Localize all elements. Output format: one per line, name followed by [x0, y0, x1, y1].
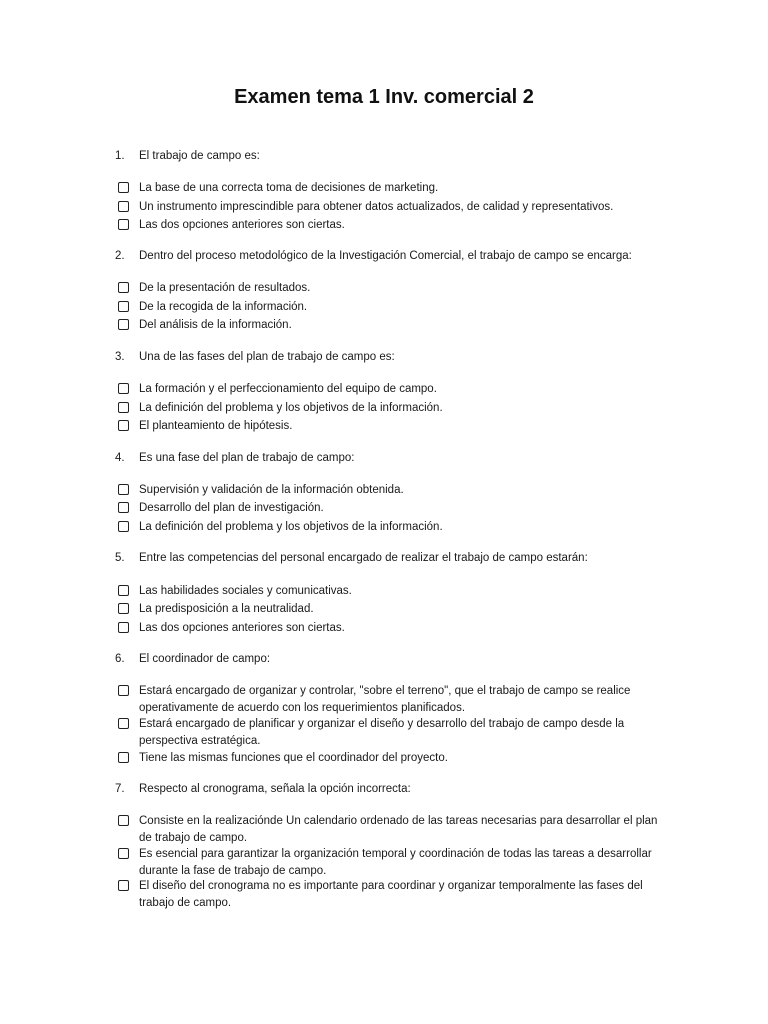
question-number: 6.	[115, 653, 125, 665]
option-text: Estará encargado de organizar y controlar, "sobre el terreno", que el trabajo de campo se realice operativamente de acuerdo con los requerimientos planificados.	[139, 685, 631, 714]
checkbox[interactable]	[118, 420, 129, 431]
question-text: Entre las competencias del personal encargado de realizar el trabajo de campo estarán:	[139, 552, 588, 564]
question-heading	[0, 148, 768, 164]
option-text: El planteamiento de hipótesis.	[139, 420, 293, 432]
checkbox[interactable]	[118, 521, 129, 532]
option-text: Del análisis de la información.	[139, 319, 292, 331]
option-text: La definición del problema y los objetivos de la información.	[139, 521, 443, 533]
checkbox[interactable]	[118, 815, 129, 826]
checkbox[interactable]	[118, 585, 129, 596]
question-heading	[0, 550, 768, 566]
question-heading	[0, 781, 768, 797]
checkbox[interactable]	[118, 622, 129, 633]
question-text: El trabajo de campo es:	[139, 150, 260, 162]
checkbox[interactable]	[118, 319, 129, 330]
question-number: 5.	[115, 552, 125, 564]
option-text: La definición del problema y los objetivos de la información.	[139, 402, 443, 414]
question-heading	[0, 651, 768, 667]
option-text: El diseño del cronograma no es importante para coordinar y organizar temporalmente las fases del trabajo de campo.	[139, 880, 643, 909]
question-heading	[0, 349, 768, 365]
option-text: La predisposición a la neutralidad.	[139, 603, 314, 615]
document-title: Examen tema 1 Inv. comercial 2	[234, 86, 534, 108]
option-text: Las habilidades sociales y comunicativas.	[139, 585, 352, 597]
question-number: 2.	[115, 250, 125, 262]
checkbox[interactable]	[118, 502, 129, 513]
option-text: Desarrollo del plan de investigación.	[139, 502, 324, 514]
checkbox[interactable]	[118, 718, 129, 729]
checkbox[interactable]	[118, 880, 129, 891]
checkbox[interactable]	[118, 201, 129, 212]
question-text: Dentro del proceso metodológico de la Investigación Comercial, el trabajo de campo se encarga:	[139, 250, 632, 262]
checkbox[interactable]	[118, 402, 129, 413]
checkbox[interactable]	[118, 182, 129, 193]
question-text: Una de las fases del plan de trabajo de campo es:	[139, 351, 395, 363]
checkbox[interactable]	[118, 282, 129, 293]
question-number: 3.	[115, 351, 125, 363]
checkbox[interactable]	[118, 383, 129, 394]
option-text: Es esencial para garantizar la organización temporal y coordinación de todas las tareas a desarrollar durante la fase de trabajo de campo.	[139, 848, 652, 877]
checkbox[interactable]	[118, 484, 129, 495]
option-text: La base de una correcta toma de decisiones de marketing.	[139, 182, 439, 194]
question-text: Respecto al cronograma, señala la opción incorrecta:	[139, 783, 411, 795]
question-text: Es una fase del plan de trabajo de campo:	[139, 452, 355, 464]
option-text: Las dos opciones anteriores son ciertas.	[139, 219, 345, 231]
question-heading	[0, 248, 768, 264]
question-number: 4.	[115, 452, 125, 464]
checkbox[interactable]	[118, 848, 129, 859]
question-heading	[0, 450, 768, 466]
option-text: Estará encargado de planificar y organizar el diseño y desarrollo del trabajo de campo desde la perspectiva estratégica.	[139, 718, 625, 747]
option-text: De la recogida de la información.	[139, 301, 308, 313]
option-text: La formación y el perfeccionamiento del equipo de campo.	[139, 383, 437, 395]
question-text: El coordinador de campo:	[139, 653, 271, 665]
option-text: Un instrumento imprescindible para obtener datos actualizados, de calidad y representativos.	[139, 201, 614, 213]
option-text: Consiste en la realizaciónde Un calendario ordenado de las tareas necesarias para desarrollar el plan de trabajo de campo.	[139, 815, 658, 844]
checkbox[interactable]	[118, 603, 129, 614]
checkbox[interactable]	[118, 752, 129, 763]
question-number: 7.	[115, 783, 125, 795]
option-text: Supervisión y validación de la información obtenida.	[139, 484, 404, 496]
option-text: Tiene las mismas funciones que el coordinador del proyecto.	[139, 752, 448, 764]
option-text: De la presentación de resultados.	[139, 282, 311, 294]
checkbox[interactable]	[118, 301, 129, 312]
checkbox[interactable]	[118, 685, 129, 696]
question-number: 1.	[115, 150, 125, 162]
option-text: Las dos opciones anteriores son ciertas.	[139, 622, 345, 634]
checkbox[interactable]	[118, 219, 129, 230]
